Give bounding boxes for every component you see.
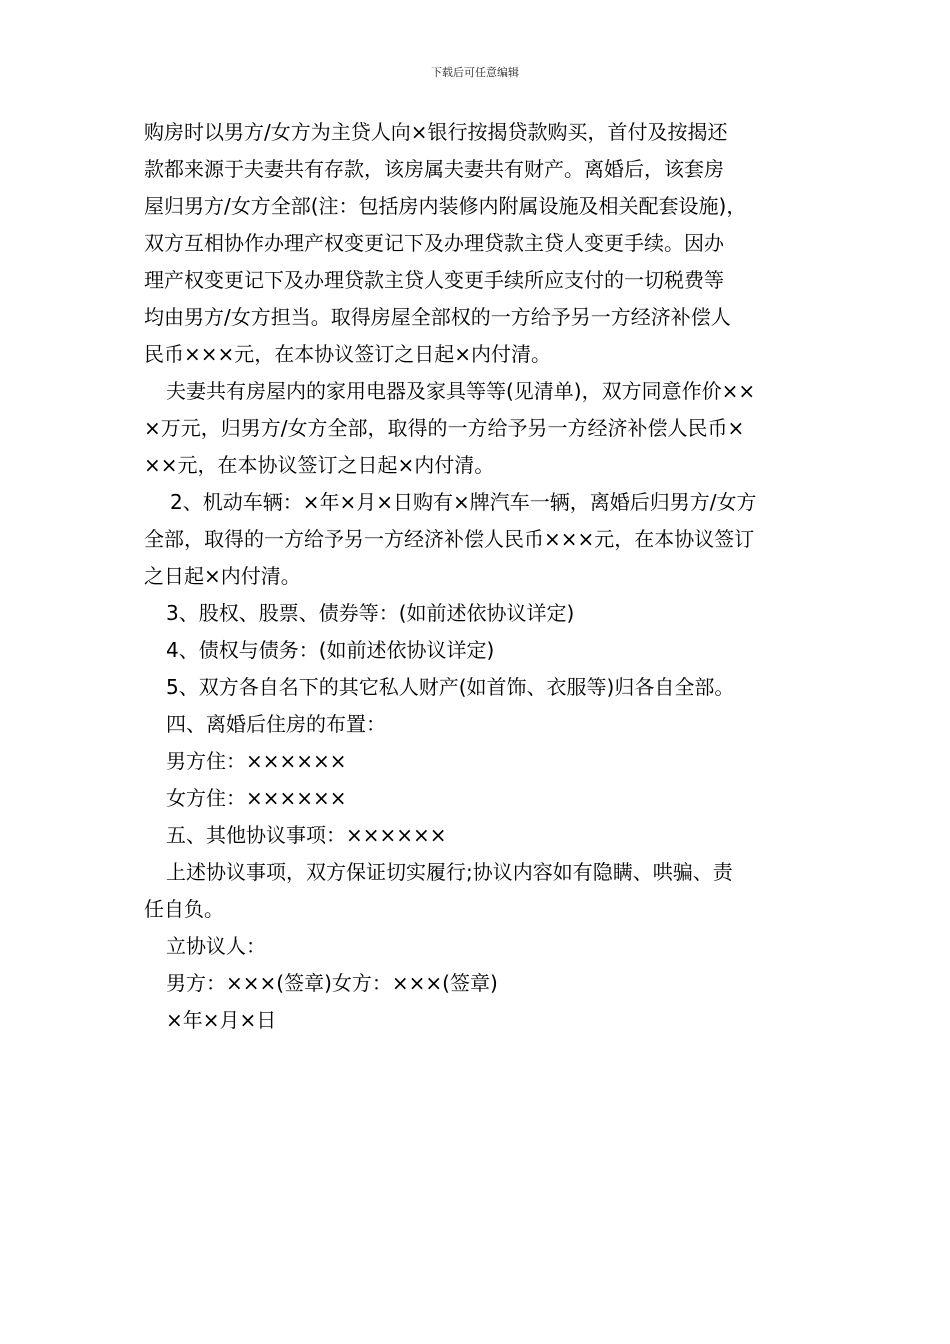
document-paragraph (144, 669, 816, 706)
document-paragraph (144, 1002, 816, 1039)
paragraph-line: 女方住：×××××× (166, 786, 347, 810)
document-paragraph (144, 928, 816, 965)
paragraph-line: 男方：×××(签章)女方：×××(签章) (166, 971, 498, 995)
document-body (144, 114, 816, 1039)
document-paragraph (144, 484, 816, 595)
paragraph-line: ×年×月×日 (166, 1008, 277, 1032)
document-paragraph (144, 780, 816, 817)
paragraph-line: 理产权变更记下及办理贷款主贷人变更手续所应支付的一切税费等 (144, 268, 724, 292)
paragraph-line: 4、债权与债务：(如前述依协议详定) (166, 638, 495, 662)
document-paragraph (144, 743, 816, 780)
paragraph-line: 款都来源于夫妻共有存款，该房属夫妻共有财产。离婚后，该套房 (144, 157, 724, 181)
paragraph-line: 双方互相协作办理产权变更记下及办理贷款主贷人变更手续。因办 (144, 231, 724, 255)
document-paragraph (144, 373, 816, 484)
paragraph-line: 之日起×内付清。 (144, 564, 301, 588)
paragraph-line: 民币×××元，在本协议签订之日起×内付清。 (144, 342, 552, 366)
paragraph-line: 任自负。 (144, 897, 224, 921)
paragraph-line: 全部，取得的一方给予另一方经济补偿人民币×××元，在本协议签订 (144, 527, 755, 551)
paragraph-line: 3、股权、股票、债券等：(如前述依协议详定) (166, 601, 575, 625)
paragraph-line: ××元，在本协议签订之日起×内付清。 (144, 453, 495, 477)
document-paragraph (144, 706, 816, 743)
document-paragraph (144, 632, 816, 669)
paragraph-line: 上述协议事项，双方保证切实履行;协议内容如有隐瞒、哄骗、责 (166, 860, 733, 884)
paragraph-line: 屋归男方/女方全部(注：包括房内装修内附属设施及相关配套设施)， (144, 194, 747, 218)
page-header-note: 下载后可任意编辑 (431, 66, 519, 79)
paragraph-line: 四、离婚后住房的布置： (166, 712, 386, 736)
paragraph-line: 均由男方/女方担当。取得房屋全部权的一方给予另一方经济补偿人 (144, 305, 731, 329)
paragraph-line: 2、机动车辆：×年×月×日购有×牌汽车一辆，离婚后归男方/女方 (170, 490, 757, 514)
paragraph-line: 男方住：×××××× (166, 749, 347, 773)
paragraph-line: ×万元，归男方/女方全部，取得的一方给予另一方经济补偿人民币× (144, 416, 745, 440)
document-paragraph (144, 595, 816, 632)
paragraph-line: 五、其他协议事项：×××××× (166, 823, 447, 847)
paragraph-line: 夫妻共有房屋内的家用电器及家具等等(见清单)，双方同意作价×× (166, 379, 756, 403)
paragraph-line: 购房时以男方/女方为主贷人向×银行按揭贷款购买，首付及按揭还 (144, 120, 728, 144)
document-paragraph (144, 965, 816, 1002)
paragraph-line: 立协议人： (166, 934, 266, 958)
document-paragraph (144, 114, 816, 373)
document-paragraph (144, 817, 816, 854)
paragraph-line: 5、双方各自名下的其它私人财产(如首饰、衣服等)归各自全部。 (166, 675, 735, 699)
document-paragraph (144, 854, 816, 928)
